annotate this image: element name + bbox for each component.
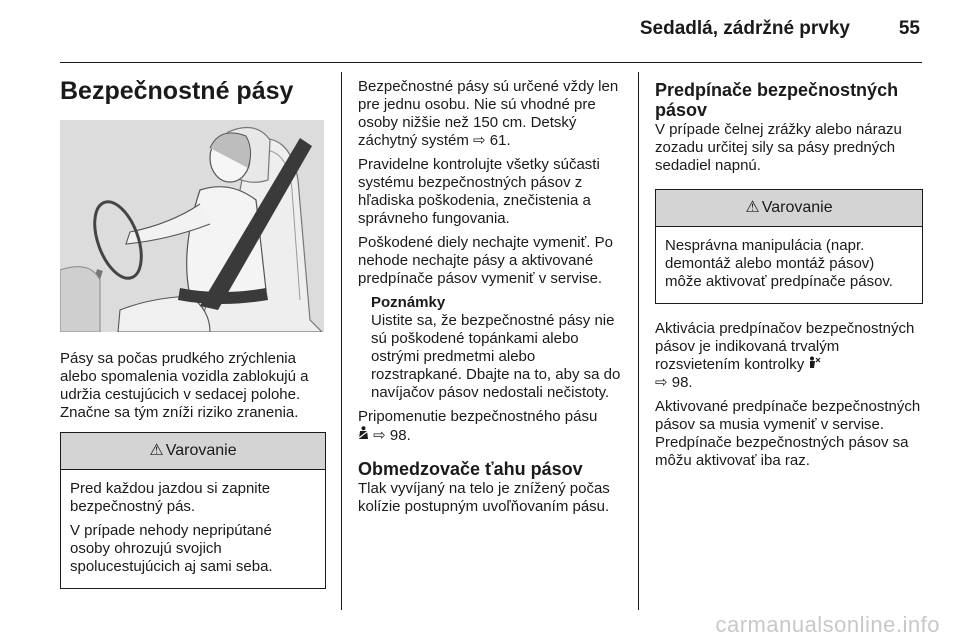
watermark: carmanualsonline.info: [715, 612, 940, 637]
pretensioner-page-ref: ⇨ 98.: [655, 374, 693, 391]
pretensioner-warning-icon: [808, 356, 821, 373]
seatbelt-reminder-paragraph: [358, 408, 626, 445]
warning-header: [656, 190, 922, 227]
note-block: [358, 294, 626, 402]
section-title-seatbelts: Bezpečnostné pásy: [60, 77, 294, 105]
page-number: 55: [898, 18, 920, 39]
warning-text-1: Pred každou jazdou si zapnite bezpečnostný pás.: [70, 480, 271, 515]
usage-text: Bezpečnostné pásy sú určené vždy len pre jednu osobu. Nie sú vhodné pre osoby nižšie než 150 cm. Detský záchytný systém ⇨ 61.: [358, 78, 619, 149]
pretensioners-title: Predpínače bezpečnostných pásov: [655, 80, 899, 120]
warning-box-2: [655, 189, 923, 304]
load-limiters-text: Tlak vyvíjaný na telo je znížený počas kolízie postupným uvoľňovaním pásu.: [358, 480, 610, 515]
inspection-text: Pravidelne kontrolujte všetky súčasti systému bezpečnostných pásov z hľadiska poškodenia, znečistenia a správneho fungovania.: [358, 156, 600, 227]
running-header-title: Sedadlá, zádržné prvky: [639, 18, 850, 39]
replacement-text: Poškodené diely nechajte vymeniť. Po nehode nechajte pásy a aktivované predpínače pásov vymeniť v servise.: [358, 234, 613, 287]
pretensioner-indicator-text: Aktivácia predpínačov bezpečnostných pásov je indikovaná trvalým rozsvietením kontrolky: [655, 320, 915, 373]
column-divider-2: [638, 72, 639, 610]
note-text: Uistite sa, že bezpečnostné pásy nie sú poškodené topánkami alebo ostrými predmetmi alebo rozstrapkané. Dbajte na to, aby sa do navíjačov pásov nedostali nečistoty.: [371, 312, 621, 401]
warning-title: Varovanie: [165, 442, 237, 459]
reminder-text: Pripomenutie bezpečnostného pásu: [358, 408, 598, 425]
pretensioners-intro: V prípade čelnej zrážky alebo nárazu zozadu určitej sily sa pásy predných sedadiel napnú.: [655, 121, 902, 174]
column-3: [655, 80, 923, 476]
seatbelt-reminder-icon: [358, 427, 373, 444]
note-title: Poznámky: [371, 294, 446, 311]
seatbelt-driver-illustration: [60, 120, 324, 332]
warning-triangle-icon: ⚠: [149, 442, 164, 459]
pretensioner-replacement-text: Aktivované predpínače bezpečnostných pásov sa musia vymeniť v servise. Predpínače bezpečnostných pásov sa môžu aktivovať iba raz.: [655, 398, 921, 469]
pretensioner-indicator-paragraph: [655, 320, 923, 392]
header-rule: [60, 62, 922, 63]
seatbelts-intro-text: Pásy sa počas prudkého zrýchlenia alebo spomalenia vozidla zablokujú a udržia cestujúcich v sedacej polohe. Značne sa tým zníži riziko zranenia.: [60, 350, 309, 421]
warning-body: [656, 227, 922, 303]
column-2: [358, 78, 626, 522]
warning-body: [61, 470, 325, 588]
warning-triangle-icon: ⚠: [745, 199, 760, 216]
warning-box-1: [60, 432, 326, 589]
load-limiters-title: Obmedzovače ťahu pásov: [358, 459, 583, 479]
reminder-page-ref: ⇨ 98.: [373, 427, 411, 444]
column-divider-1: [341, 72, 342, 610]
column-1: [60, 76, 326, 599]
warning-title: Varovanie: [761, 199, 833, 216]
warning-header: [61, 433, 325, 470]
warning-text: Nesprávna manipulácia (napr. demontáž alebo montáž pásov) môže aktivovať predpínače pásov.: [665, 237, 893, 290]
warning-text-2: V prípade nehody nepripútané osoby ohrozujú svojich spolucestujúcich aj sami seba.: [70, 522, 273, 575]
